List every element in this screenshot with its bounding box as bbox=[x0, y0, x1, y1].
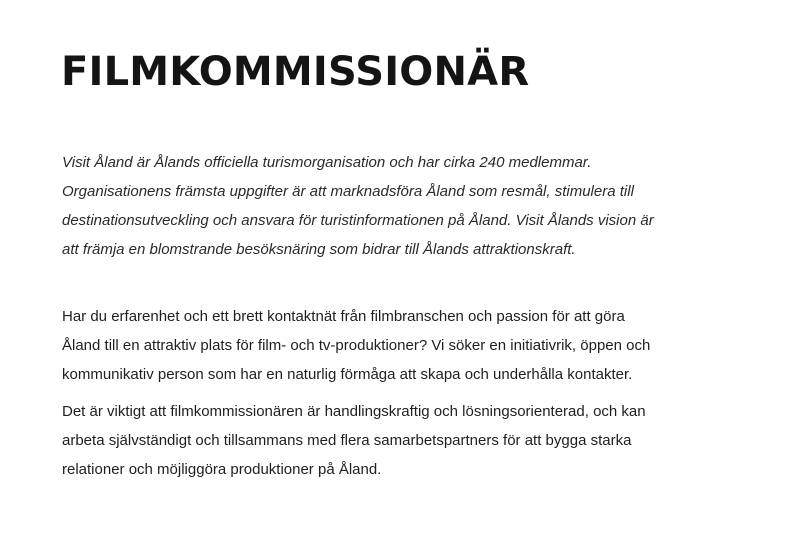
intro-line: att främja en blomstrande besöksnäring som bidrar till Ålands attraktionskraft. bbox=[62, 241, 576, 258]
body-paragraph-2 bbox=[62, 397, 762, 484]
intro-line: Visit Åland är Ålands officiella turismorganisation och har cirka 240 medlemmar. bbox=[62, 154, 592, 171]
intro-line: Organisationens främsta uppgifter är att marknadsföra Åland som resmål, stimulera till bbox=[62, 183, 634, 200]
body-line: Åland till en attraktiv plats för film- och tv-produktioner? Vi söker en initiativrik, öppen och bbox=[62, 337, 651, 354]
body-line: arbeta självständigt och tillsammans med flera samarbetspartners för att bygga starka bbox=[62, 432, 632, 449]
body-line: Har du erfarenhet och ett brett kontaktnät från filmbranschen och passion för att göra bbox=[62, 308, 625, 325]
intro-paragraph bbox=[62, 148, 762, 264]
body-paragraph-1 bbox=[62, 302, 762, 389]
intro-line: destinationsutveckling och ansvara för turistinformationen på Åland. Visit Ålands vision är bbox=[62, 212, 654, 229]
body-line: relationer och möjliggöra produktioner på Åland. bbox=[62, 461, 382, 478]
body-line: kommunikativ person som har en naturlig förmåga att skapa och underhålla kontakter. bbox=[62, 366, 633, 383]
page-title: FILMKOMMISSIONÄR bbox=[61, 49, 530, 95]
body-line: Det är viktigt att filmkommissionären är handlingskraftig och lösningsorienterad, och kan bbox=[62, 403, 646, 420]
